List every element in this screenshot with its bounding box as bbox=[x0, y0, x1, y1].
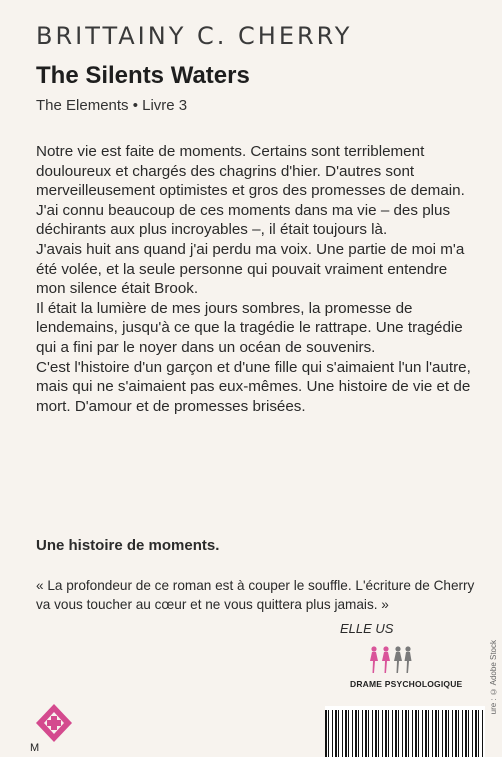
press-quote bbox=[36, 576, 476, 614]
publisher-logo-icon bbox=[34, 703, 74, 748]
press-quote-text: « La profondeur de ce roman est à couper le souffle. L'écriture de Cherry va vous toucher au cœur et ne vous quittera plus jamais. » bbox=[36, 578, 475, 612]
press-quote-source: ELLE US bbox=[340, 621, 394, 636]
publisher-initial: M bbox=[30, 742, 40, 754]
blurb-paragraph: C'est l'histoire d'un garçon et d'une fille qui s'aimaient l'un l'autre, mais qui ne s'aimaient pas eux-mêmes. Une histoire de vie et de mort. D'amour et de promesses brisées. bbox=[36, 358, 471, 415]
book-title: The Silents Waters bbox=[36, 62, 250, 89]
genre-label: DRAME PSYCHOLOGIQUE bbox=[350, 679, 463, 689]
series-label: The Elements • Livre 3 bbox=[36, 97, 188, 114]
blurb-paragraph: Notre vie est faite de moments. Certains sont terriblement douloureux et chargés des chagrins d'hier. D'autres sont merveilleusement optimistes et gros des promesses de demain. J'ai connu beaucoup de ces moments dans ma vie – des plus déchirants aux plus incroyables –, il était toujours là. bbox=[36, 143, 465, 239]
blurb-paragraph: Il était la lumière de mes jours sombres, la promesse de lendemains, jusqu'à ce que la tragédie le rattrape. Une tragédie qui a fini par le noyer dans un océan de souvenirs. bbox=[36, 299, 463, 356]
tagline: Une histoire de moments. bbox=[36, 537, 220, 554]
back-cover-blurb bbox=[36, 142, 476, 416]
barcode bbox=[325, 706, 485, 757]
dancing-figures-icon bbox=[368, 645, 412, 680]
cover-credit: ure : © Adobe Stock bbox=[489, 640, 498, 715]
author-name: BRITTAINY C. CHERRY bbox=[36, 22, 353, 50]
blurb-paragraph: J'avais huit ans quand j'ai perdu ma voix. Une partie de moi m'a été volée, et la seule personne qui pouvait vraiment entendre mon silence était Brook. bbox=[36, 240, 465, 298]
